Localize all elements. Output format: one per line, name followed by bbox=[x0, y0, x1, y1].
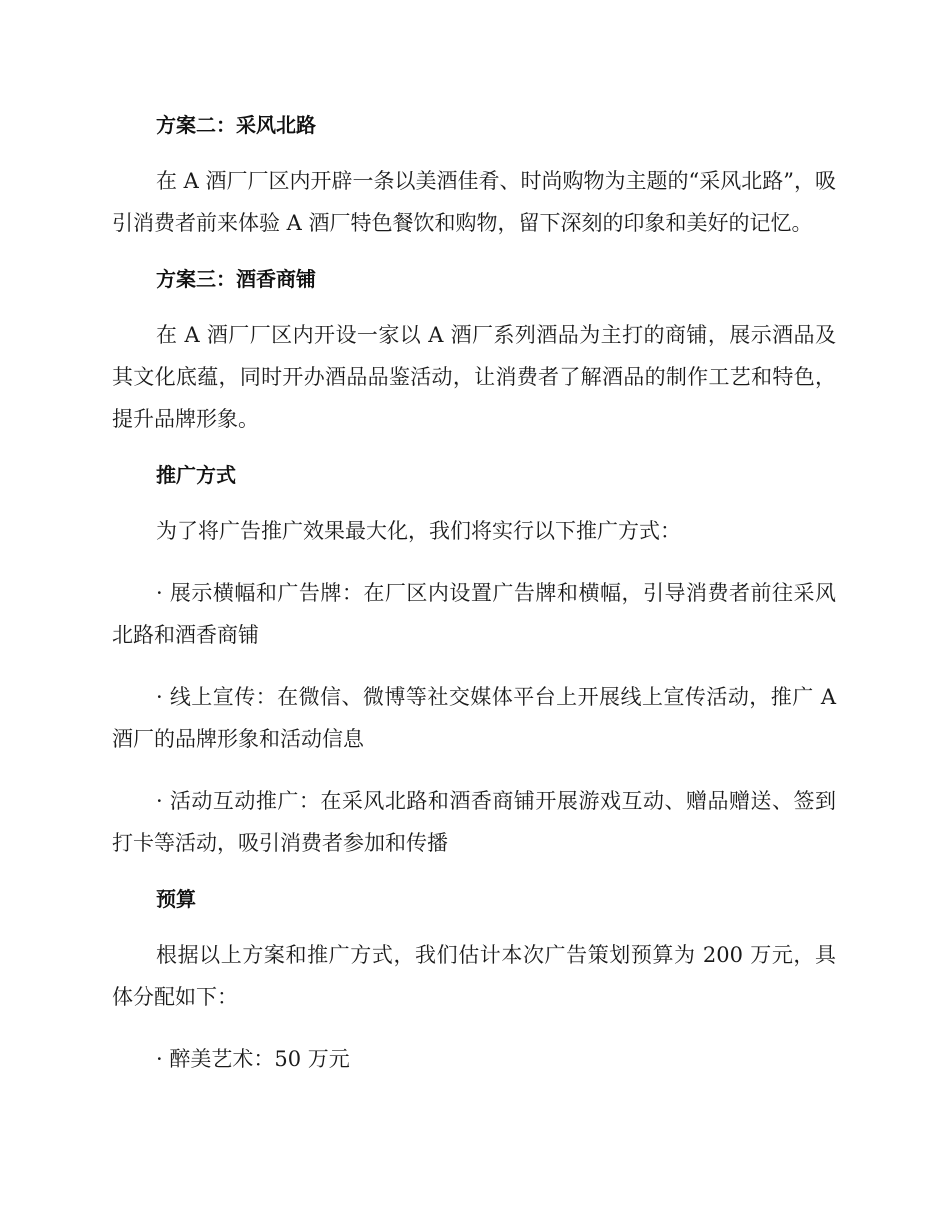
paragraph-promotion-intro: 为了将广告推广效果最大化，我们将实行以下推广方式： bbox=[156, 519, 681, 543]
bullet-item-online: · 线上宣传：在微信、微博等社交媒体平台上开展线上宣传活动，推广 A 酒厂的品牌形象和活动信息 bbox=[112, 685, 836, 751]
paragraph-plan-two: 在 A 酒厂厂区内开辟一条以美酒佳肴、时尚购物为主题的“采风北路”，吸引消费者前来体验 A 酒厂特色餐饮和购物，留下深刻的印象和美好的记忆。 bbox=[112, 169, 836, 235]
paragraph-budget-intro: 根据以上方案和推广方式，我们估计本次广告策划预算为 200 万元，具体分配如下： bbox=[112, 943, 836, 1009]
paragraph-plan-three: 在 A 酒厂厂区内开设一家以 A 酒厂系列酒品为主打的商铺，展示酒品及其文化底蕴，同时开办酒品品鉴活动，让消费者了解酒品的制作工艺和特色，提升品牌形象。 bbox=[112, 323, 836, 431]
section-heading-promotion: 推广方式 bbox=[156, 463, 236, 487]
section-heading-plan-two: 方案二：采风北路 bbox=[156, 113, 316, 137]
document-content bbox=[112, 110, 836, 1100]
bullet-item-interactive: · 活动互动推广：在采风北路和酒香商铺开展游戏互动、赠品赠送、签到打卡等活动，吸引消费者参加和传播 bbox=[112, 789, 836, 855]
section-heading-plan-three: 方案三：酒香商铺 bbox=[156, 267, 316, 291]
bullet-item-banners: · 展示横幅和广告牌：在厂区内设置广告牌和横幅，引导消费者前往采风北路和酒香商铺 bbox=[112, 581, 836, 647]
bullet-item-budget-art: · 醉美艺术：50 万元 bbox=[156, 1047, 350, 1071]
section-heading-budget: 预算 bbox=[156, 887, 196, 911]
